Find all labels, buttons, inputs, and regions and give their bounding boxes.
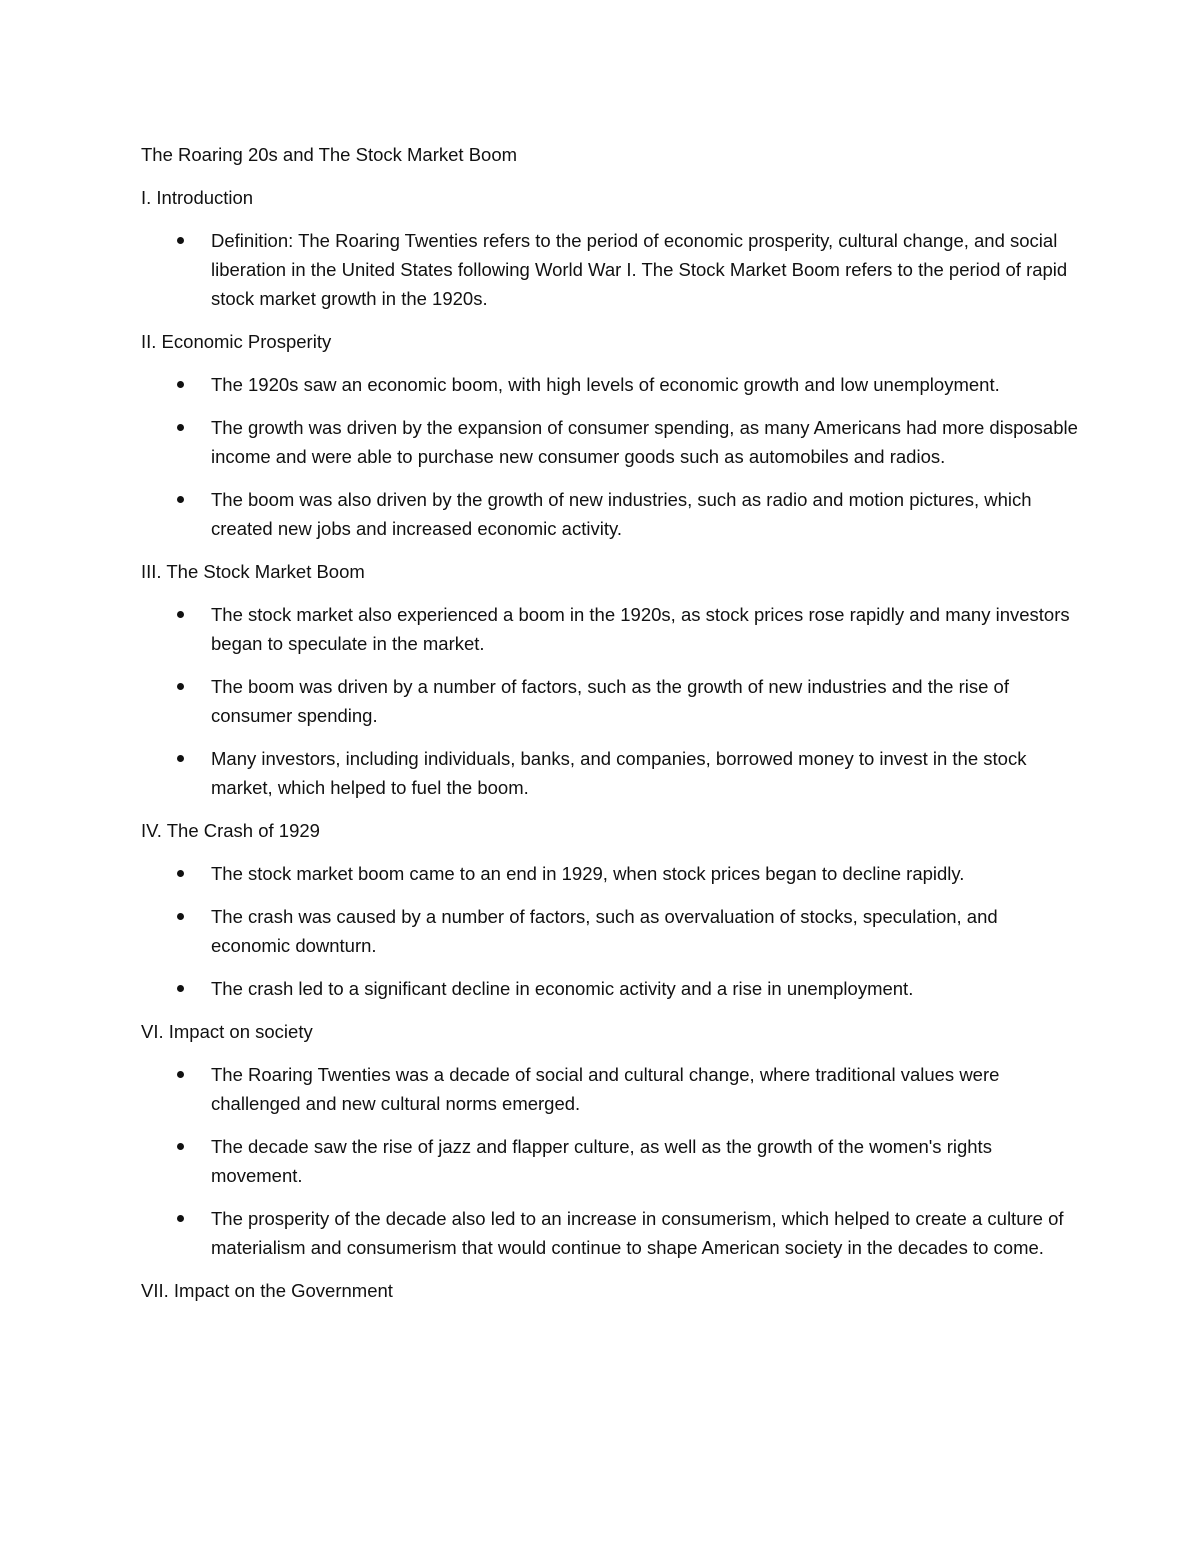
document-page: [141, 140, 1081, 1319]
bullet-icon: [177, 870, 184, 877]
section-heading: VII. Impact on the Government: [141, 1280, 393, 1301]
bullet-item: [141, 485, 1081, 543]
bullet-list: [141, 1060, 1081, 1262]
document-title: The Roaring 20s and The Stock Market Boom: [141, 144, 518, 165]
bullet-icon: [177, 913, 184, 920]
section-crash-of-1929: [141, 816, 1081, 1003]
section-economic-prosperity: [141, 327, 1081, 543]
section-heading: IV. The Crash of 1929: [141, 820, 320, 841]
bullet-text: The stock market also experienced a boom in the 1920s, as stock prices rose rapidly and many investors began to speculate in the market.: [211, 604, 1070, 654]
bullet-icon: [177, 496, 184, 503]
bullet-icon: [177, 611, 184, 618]
bullet-list: [141, 859, 1081, 1003]
bullet-text: The stock market boom came to an end in 1929, when stock prices began to decline rapidly.: [211, 863, 965, 884]
bullet-icon: [177, 1215, 184, 1222]
bullet-list: [141, 370, 1081, 543]
bullet-text: The Roaring Twenties was a decade of social and cultural change, where traditional values were challenged and new cultural norms emerged.: [211, 1064, 1000, 1114]
bullet-list: [141, 600, 1081, 802]
bullet-text: The decade saw the rise of jazz and flapper culture, as well as the growth of the women's rights movement.: [211, 1136, 992, 1186]
bullet-text: The boom was also driven by the growth of new industries, such as radio and motion pictures, which created new jobs and increased economic activity.: [211, 489, 1032, 539]
bullet-icon: [177, 237, 184, 244]
bullet-icon: [177, 1143, 184, 1150]
section-heading: III. The Stock Market Boom: [141, 561, 365, 582]
bullet-text: The crash was caused by a number of factors, such as overvaluation of stocks, speculation, and economic downturn.: [211, 906, 998, 956]
bullet-text: The crash led to a significant decline in economic activity and a rise in unemployment.: [211, 978, 914, 999]
bullet-icon: [177, 683, 184, 690]
bullet-text: The prosperity of the decade also led to an increase in consumerism, which helped to create a culture of materialism and consumerism that would continue to shape American society in the decades to come.: [211, 1208, 1064, 1258]
bullet-icon: [177, 1071, 184, 1078]
section-heading: I. Introduction: [141, 187, 254, 208]
bullet-item: [141, 902, 1081, 960]
bullet-item: [141, 1204, 1081, 1262]
bullet-text: Many investors, including individuals, banks, and companies, borrowed money to invest in the stock market, which helped to fuel the boom.: [211, 748, 1027, 798]
bullet-item: [141, 370, 1081, 399]
section-stock-market-boom: [141, 557, 1081, 802]
bullet-item: [141, 413, 1081, 471]
bullet-text: The boom was driven by a number of factors, such as the growth of new industries and the rise of consumer spending.: [211, 676, 1009, 726]
bullet-item: [141, 1132, 1081, 1190]
section-impact-on-government: [141, 1276, 1081, 1305]
bullet-item: [141, 672, 1081, 730]
bullet-text: Definition: The Roaring Twenties refers to the period of economic prosperity, cultural change, and social liberation in the United States following World War I. The Stock Market Boom refers to the period of rapid stock market growth in the 1920s.: [211, 230, 1068, 309]
bullet-icon: [177, 381, 184, 388]
bullet-icon: [177, 985, 184, 992]
bullet-item: [141, 600, 1081, 658]
bullet-item: [141, 859, 1081, 888]
section-heading: II. Economic Prosperity: [141, 331, 332, 352]
bullet-text: The growth was driven by the expansion of consumer spending, as many Americans had more disposable income and were able to purchase new consumer goods such as automobiles and radios.: [211, 417, 1078, 467]
bullet-item: [141, 744, 1081, 802]
section-heading: VI. Impact on society: [141, 1021, 313, 1042]
bullet-icon: [177, 755, 184, 762]
bullet-item: [141, 974, 1081, 1003]
bullet-list: [141, 226, 1081, 313]
bullet-text: The 1920s saw an economic boom, with high levels of economic growth and low unemployment.: [211, 374, 1000, 395]
bullet-icon: [177, 424, 184, 431]
bullet-item: [141, 1060, 1081, 1118]
section-introduction: [141, 183, 1081, 313]
bullet-item: [141, 226, 1081, 313]
section-impact-on-society: [141, 1017, 1081, 1262]
